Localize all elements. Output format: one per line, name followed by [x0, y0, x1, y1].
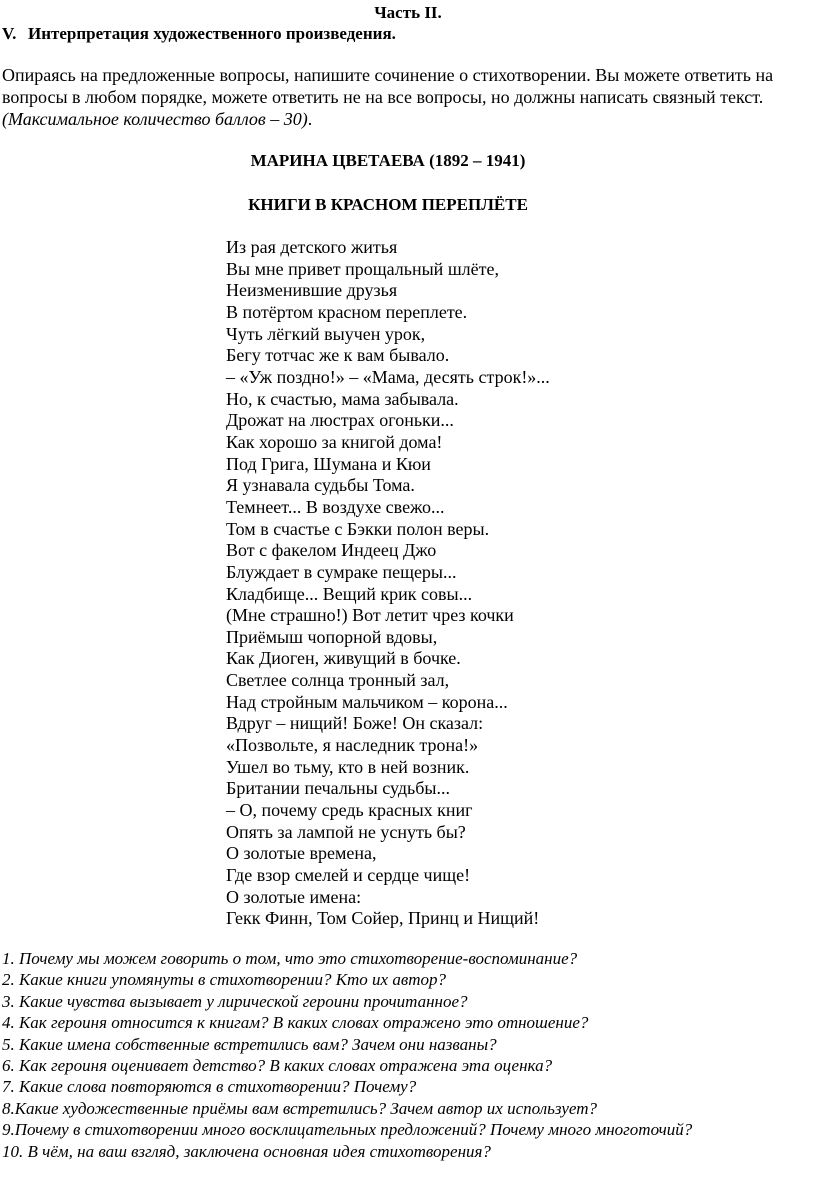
poem-line: Блуждает в сумраке пещеры... [226, 561, 457, 582]
poem-line: Чуть лёгкий выучен урок, [226, 323, 426, 344]
poem-line: Где взор смелей и сердце чище! [226, 865, 471, 886]
section-heading [2, 24, 396, 44]
poem-line: Приёмыш чопорной вдовы, [226, 626, 438, 647]
question-item: 8.Какие художественные приёмы вам встретились? Зачем автор их использует? [2, 1098, 598, 1118]
poem-line: Британии печальны судьбы... [226, 778, 450, 799]
poem-line: Гекк Финн, Том Сойер, Принц и Нищий! [226, 908, 540, 929]
question-item: 5. Какие имена собственные встретились вам? Зачем они названы? [2, 1034, 497, 1054]
poem-line: Но, к счастью, мама забывала. [226, 388, 459, 409]
max-points-period: . [307, 109, 313, 129]
question-item: 7. Какие слова повторяются в стихотворении? Почему? [2, 1077, 417, 1097]
question-list [2, 948, 692, 1162]
max-points-note: (Максимальное количество баллов – 30) [2, 109, 308, 129]
poem-line: В потёртом красном переплете. [226, 301, 468, 322]
poem-line: О золотые времена, [226, 843, 377, 864]
question-item: 2. Какие книги упомянуты в стихотворении? Кто их автор? [2, 970, 446, 990]
task-instructions [2, 64, 814, 130]
instructions-line-3 [2, 108, 814, 130]
poem-line: Неизменившие друзья [226, 280, 398, 301]
poem-line: Из рая детского житья [226, 237, 398, 257]
poem-line: Темнеет... В воздухе свежо... [226, 496, 445, 517]
poem-line: – О, почему средь красных книг [226, 800, 473, 821]
poem-line: Ушел во тьму, кто в ней возник. [226, 756, 470, 777]
poem-line: Опять за лампой не уснуть бы? [226, 821, 466, 842]
instructions-line-1: Опираясь на предложенные вопросы, напишите сочинение о стихотворении. Вы можете ответить на [2, 65, 774, 85]
question-item: 10. В чём, на ваш взгляд, заключена основная идея стихотворения? [2, 1141, 491, 1161]
poem-text [226, 237, 550, 930]
instructions-line-2: вопросы в любом порядке, можете ответить не на все вопросы, но должны написать связный текст. [2, 87, 764, 107]
poem-line: Я узнавала судьбы Тома. [226, 475, 415, 496]
question-item: 1. Почему мы можем говорить о том, что это стихотворение-воспоминание? [2, 949, 578, 968]
section-number: V. [2, 24, 17, 43]
poem-line: О золотые имена: [226, 886, 362, 907]
poem-line: Светлее солнца тронный зал, [226, 670, 450, 691]
poem-line: (Мне страшно!) Вот летит чрез кочки [226, 605, 514, 626]
part-title: Часть II. [374, 3, 442, 22]
poem-line: Вдруг – нищий! Боже! Он сказал: [226, 713, 484, 734]
poem-title: КНИГИ В КРАСНОМ ПЕРЕПЛЁТЕ [248, 195, 528, 214]
poem-line: Вы мне привет прощальный шлёте, [226, 258, 500, 279]
poem-line: Вот с факелом Индеец Джо [226, 540, 437, 561]
poem-line: Кладбище... Вещий крик совы... [226, 583, 473, 604]
question-item: 6. Как героиня оценивает детство? В каких словах отражена эта оценка? [2, 1056, 553, 1076]
poem-line: Дрожат на люстрах огоньки... [226, 410, 454, 431]
section-title: Интерпретация художественного произведения. [28, 24, 396, 43]
poem-author: МАРИНА ЦВЕТАЕВА (1892 – 1941) [250, 151, 526, 170]
poem-line: «Позвольте, я наследник трона!» [226, 735, 479, 756]
poem-line: Над стройным мальчиком – корона... [226, 691, 508, 712]
question-item: 4. Как героиня относится к книгам? В каких словах отражено это отношение? [2, 1013, 589, 1033]
poem-line: Том в счастье с Бэкки полон веры. [226, 518, 490, 539]
question-item: 9.Почему в стихотворении много восклицательных предложений? Почему много многоточий? [2, 1120, 693, 1140]
poem-line: Под Грига, Шумана и Кюи [226, 453, 431, 474]
poem-line: Как хорошо за книгой дома! [226, 431, 443, 452]
poem-line: Как Диоген, живущий в бочке. [226, 648, 461, 669]
poem-line: – «Уж поздно!» – «Мама, десять строк!»... [226, 366, 550, 387]
question-item: 3. Какие чувства вызывает у лирической героини прочитанное? [2, 991, 468, 1011]
poem-line: Бегу тотчас же к вам бывало. [226, 345, 450, 366]
